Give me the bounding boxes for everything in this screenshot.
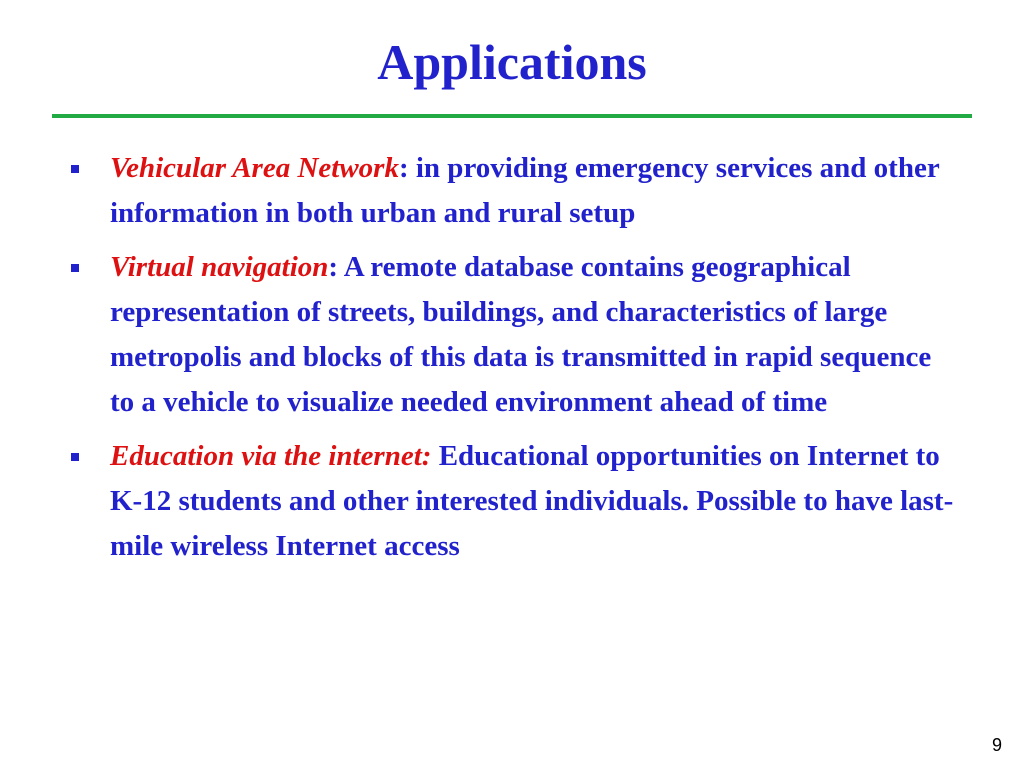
square-bullet-icon — [71, 264, 79, 272]
bullet-item-virtual-navigation — [62, 245, 962, 425]
page-number: 9 — [991, 735, 1002, 755]
bullet-item-education-via-internet — [62, 434, 962, 569]
bullet-text: in providing emergency services and other information in both urban and rural setup — [110, 152, 940, 229]
bullet-term: Virtual navigation — [110, 251, 329, 283]
bullet-text: Educational opportunities on Internet to K-12 students and other interested individuals. Possible to have last-mile wireless Internet access — [110, 440, 954, 562]
bullet-item-vehicular-area-network — [62, 146, 962, 236]
slide-title: Applications — [377, 34, 647, 90]
bullet-list — [62, 146, 962, 578]
square-bullet-icon — [71, 453, 79, 461]
bullet-separator: : — [398, 152, 409, 184]
bullet-term: Education via the internet: — [110, 440, 432, 472]
bullet-text: A remote database contains geographical representation of streets, buildings, and characteristics of large metropolis and blocks of this data is transmitted in rapid sequence to a vehicle to visualize needed environment ahead of time — [110, 251, 932, 418]
square-bullet-icon — [71, 165, 79, 173]
bullet-term: Vehicular Area Network — [110, 152, 399, 184]
title-divider — [52, 114, 972, 118]
bullet-separator: : — [328, 251, 339, 283]
